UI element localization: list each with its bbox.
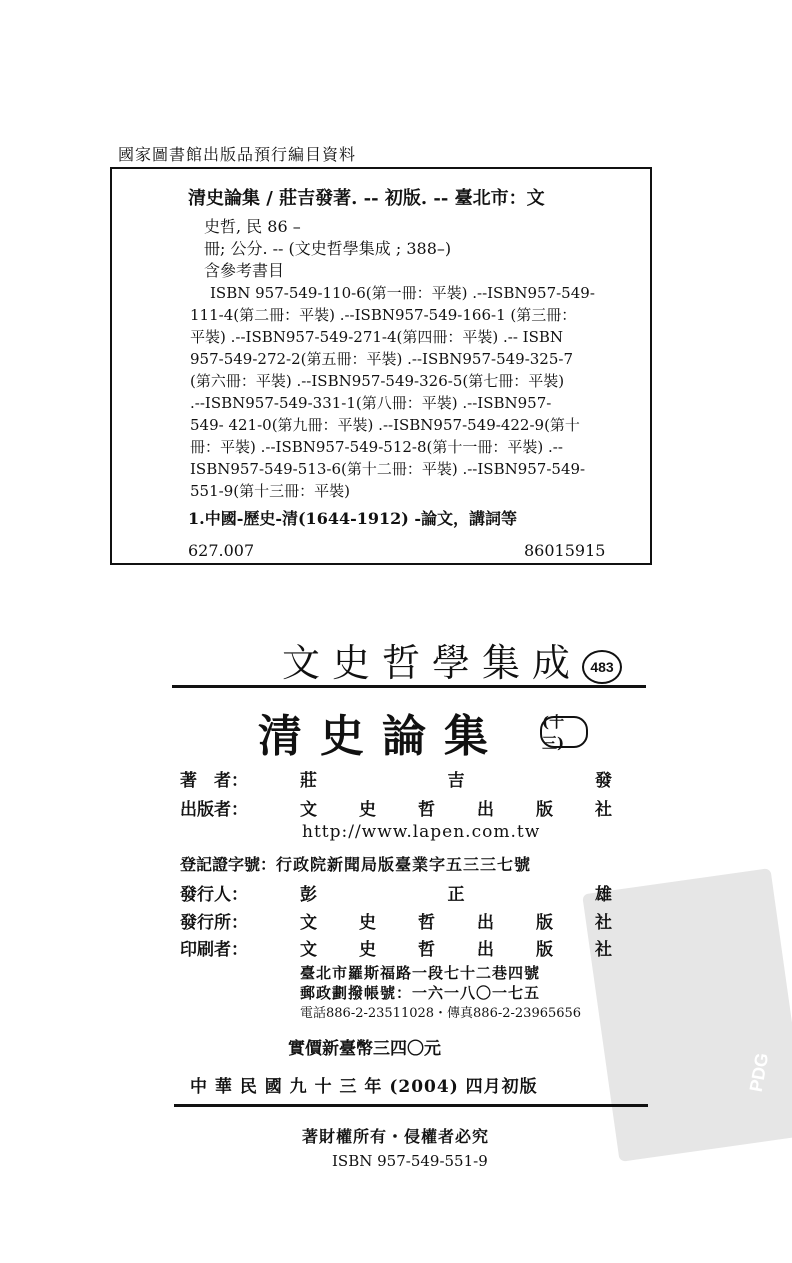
publisher-row xyxy=(180,795,282,820)
printer-char: 哲 xyxy=(418,940,435,960)
cip-line: 957-549-272-2(第五冊：平裝) .--ISBN957-549-325-7 xyxy=(190,350,574,368)
distributor-char: 史 xyxy=(359,913,376,933)
issuer-row xyxy=(180,880,282,905)
distributor-value xyxy=(300,908,612,933)
printer-label: 印刷者： xyxy=(180,940,248,960)
printer-value xyxy=(300,935,612,960)
distributor-label: 發行所： xyxy=(180,913,248,933)
cip-heading: 國家圖書館出版品預行編目資料 xyxy=(118,145,357,164)
cip-line: ISBN 957-549-110-6(第一冊：平裝) .--ISBN957-549- xyxy=(210,284,595,302)
printer-row xyxy=(180,935,282,960)
issuer-value xyxy=(300,880,612,905)
issuer-char: 彭 xyxy=(300,885,317,905)
cip-line: 冊; 公分. -- (文史哲學集成 ; 388–) xyxy=(204,239,452,258)
issuer-char: 正 xyxy=(447,885,465,905)
printer-char: 版 xyxy=(536,940,553,960)
issuer-label: 發行人： xyxy=(180,885,248,905)
issuer-char: 雄 xyxy=(595,885,612,905)
printer-char: 社 xyxy=(595,940,612,960)
printer-char: 出 xyxy=(477,940,494,960)
cip-classification: 627.007 xyxy=(188,541,255,560)
author-char: 吉 xyxy=(447,771,465,791)
postal-account: 郵政劃撥帳號：一六一八〇一七五 xyxy=(300,984,541,1002)
publisher-char: 文 xyxy=(300,800,317,820)
cip-record-number: 86015915 xyxy=(524,541,606,560)
publisher-value xyxy=(300,795,612,820)
divider xyxy=(172,685,646,688)
cip-line: 含參考書目 xyxy=(204,261,285,280)
edition: 中 華 民 國 九 十 三 年 (2004) 四月初版 xyxy=(190,1077,538,1097)
cip-line: 史哲, 民 86 – xyxy=(204,217,301,236)
author-label: 著 者： xyxy=(180,771,248,791)
distributor-char: 出 xyxy=(477,913,494,933)
publisher-char: 版 xyxy=(536,800,553,820)
distributor-char: 版 xyxy=(536,913,553,933)
isbn: ISBN 957-549-551-9 xyxy=(332,1152,488,1170)
volume-badge: (十三) xyxy=(540,716,588,748)
series-number-badge: 483 xyxy=(582,650,622,684)
publisher-char: 社 xyxy=(595,800,612,820)
cip-record-box xyxy=(110,167,652,565)
publisher-char: 史 xyxy=(359,800,376,820)
cip-line: .--ISBN957-549-331-1(第八冊：平裝) .--ISBN957- xyxy=(190,394,552,412)
printer-char: 文 xyxy=(300,940,317,960)
phone-fax: 電話886-2-23511028・傳真886-2-23965656 xyxy=(300,1006,582,1021)
author-value xyxy=(300,766,612,791)
publisher-char: 哲 xyxy=(418,800,435,820)
author-char: 莊 xyxy=(300,771,317,791)
cip-line: (第六冊：平裝) .--ISBN957-549-326-5(第七冊：平裝) xyxy=(190,372,565,390)
author-char: 發 xyxy=(595,771,612,791)
registration-value: 行政院新聞局版臺業字五三三七號 xyxy=(276,855,532,874)
price: 實價新臺幣三四〇元 xyxy=(288,1039,441,1059)
registration-row xyxy=(180,852,531,875)
cip-line: 551-9(第十三冊：平裝) xyxy=(190,482,350,500)
book-title: 清史論集 xyxy=(258,711,506,762)
author-row xyxy=(180,766,282,791)
distributor-char: 文 xyxy=(300,913,317,933)
watermark-text: PDG xyxy=(745,1051,773,1094)
cip-line-title: 清史論集 / 莊吉發著. -- 初版. -- 臺北市：文 xyxy=(188,188,545,209)
distributor-char: 社 xyxy=(595,913,612,933)
cip-subject: 1.中國-歷史-清(1644-1912) -論文，講詞等 xyxy=(188,509,518,528)
cip-line: ISBN957-549-513-6(第十二冊：平裝) .--ISBN957-549- xyxy=(190,460,586,478)
cip-line: 549- 421-0(第九冊：平裝) .--ISBN957-549-422-9(第十 xyxy=(190,416,580,434)
publisher-char: 出 xyxy=(477,800,494,820)
publisher-url: http://www.lapen.com.tw xyxy=(302,822,541,842)
watermark-seal xyxy=(582,868,792,1162)
printer-char: 史 xyxy=(359,940,376,960)
cip-line: 111-4(第二冊：平裝) .--ISBN957-549-166-1 (第三冊： xyxy=(190,306,577,324)
divider xyxy=(174,1104,648,1107)
registration-label: 登記證字號： xyxy=(180,855,277,874)
cip-line: 平裝) .--ISBN957-549-271-4(第四冊：平裝) .-- ISBN xyxy=(190,328,564,346)
address: 臺北市羅斯福路一段七十二巷四號 xyxy=(300,964,541,982)
publisher-label: 出版者： xyxy=(180,800,248,820)
distributor-row xyxy=(180,908,282,933)
cip-line: 冊：平裝) .--ISBN957-549-512-8(第十一冊：平裝) .-- xyxy=(190,438,563,456)
copyright: 著財權所有・侵權者必究 xyxy=(302,1127,490,1146)
series-name: 文史哲學集成 xyxy=(282,641,583,685)
distributor-char: 哲 xyxy=(418,913,435,933)
